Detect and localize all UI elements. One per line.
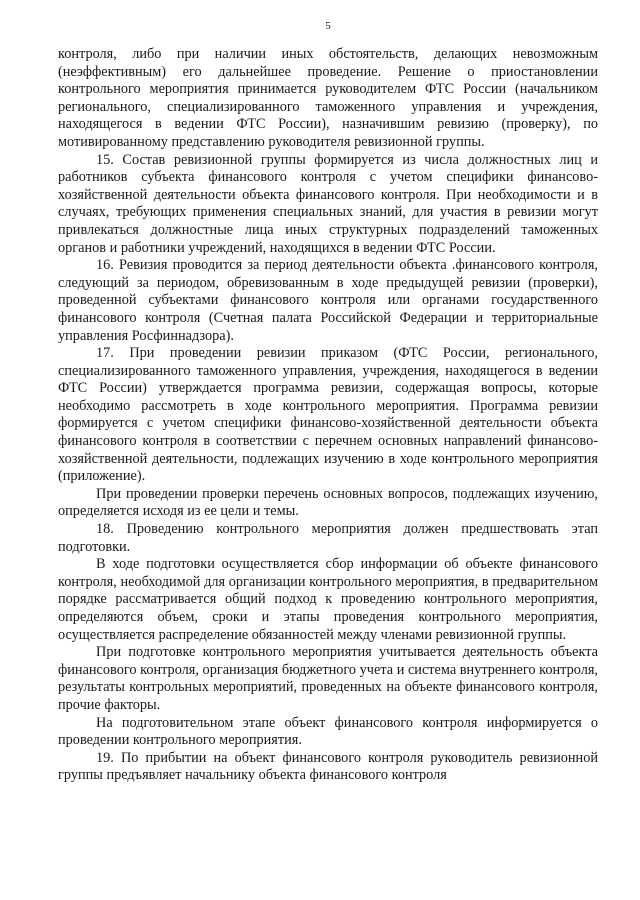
document-body [58, 46, 598, 785]
paragraph: 19. По прибытии на объект финансового контроля руководитель ревизионной группы предъявляет начальнику объекта финансового контроля [58, 749, 598, 784]
paragraph: На подготовительном этапе объект финансового контроля информируется о проведении контрольного мероприятия. [58, 714, 598, 749]
paragraph: контроля, либо при наличии иных обстоятельств, делающих невозможным (неэффективным) его дальнейшее проведение. Решение о приостановлении контрольного мероприятия принимается руководителем ФТС России (начальником регионального, специализированного таможенного управления и учреждения, находящегося в ведении ФТС России), назначившим ревизию (проверку), по мотивированному представлению руководителя ревизионной группы. [58, 46, 598, 150]
paragraph: В ходе подготовки осуществляется сбор информации об объекте финансового контроля, необходимой для организации контрольного мероприятия, в предварительном порядке рассматривается общий подход к проведению контрольного мероприятия, определяются объем, сроки и этапы проведения контрольного мероприятия, осуществляется распределение обязанностей между членами ревизионной группы. [58, 556, 598, 643]
paragraph: 17. При проведении ревизии приказом (ФТС России, регионального, специализированного таможенного управления, учреждения, находящегося в ведении ФТС России) утверждается программа ревизии, содержащая вопросы, которые необходимо рассмотреть в ходе контрольного мероприятия. Программа ревизии формируется с учетом специфики финансово-хозяйственной деятельности объекта финансового контроля в соответствии с перечнем основных направлений финансово-хозяйственной деятельности, подлежащих изучению в ходе контрольного мероприятия (приложение). [58, 345, 598, 485]
paragraph: 18. Проведению контрольного мероприятия должен предшествовать этап подготовки. [58, 521, 598, 555]
paragraph: 15. Состав ревизионной группы формируется из числа должностных лиц и работников субъекта финансового контроля с учетом специфики финансово-хозяйственной деятельности объекта финансового контроля. При необходимости и в случаях, требующих применения специальных знаний, для участия в ревизии могут привлекаться должностные лица иных структурных подразделений таможенных органов и работники учреждений, находящихся в ведении ФТС России. [58, 151, 598, 256]
page-number: 5 [325, 20, 331, 32]
paragraph: 16. Ревизия проводится за период деятельности объекта .финансового контроля, следующий за периодом, обревизованным в ходе предыдущей ревизии (проверки), проведенной субъектами финансового контроля или органами государственного финансового контроля (Счетная палата Российской Федерации и территориальные управления Росфиннадзора). [58, 257, 598, 344]
paragraph: При проведении проверки перечень основных вопросов, подлежащих изучению, определяется исходя из ее цели и темы. [58, 485, 598, 520]
paragraph: При подготовке контрольного мероприятия учитывается деятельность объекта финансового контроля, организация бюджетного учета и система внутреннего контроля, результаты контрольных мероприятий, проведенных на объекте финансового контроля, прочие факторы. [58, 644, 598, 713]
